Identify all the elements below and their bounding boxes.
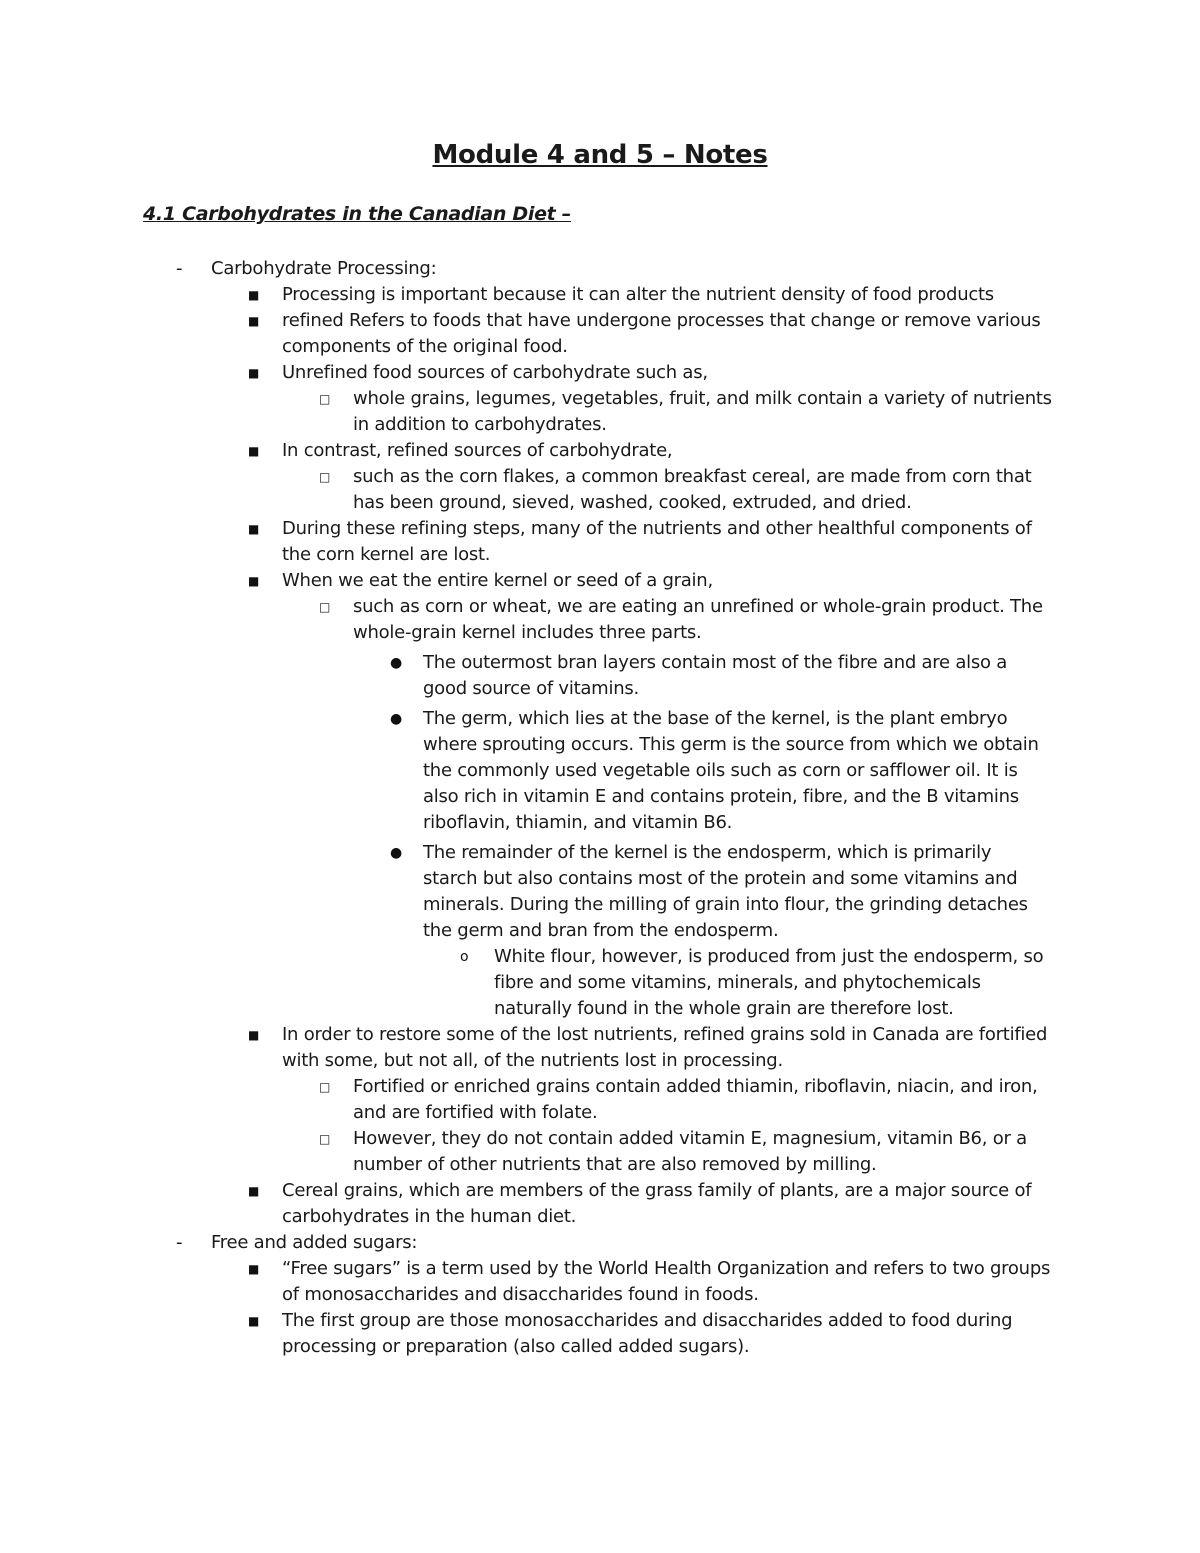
list-item — [0, 1178, 1052, 1230]
list-item — [0, 386, 1053, 438]
hollow-square-bullet-icon: □ — [319, 470, 331, 484]
list-item — [0, 650, 1051, 702]
list-item-text: Processing is important because it can alter the nutrient density of food products — [282, 284, 994, 305]
hollow-square-bullet-icon: □ — [319, 392, 331, 406]
list-item-text: The outermost bran layers contain most of the fibre and are also a good source of vitamins. — [423, 652, 1008, 699]
list-item — [0, 282, 1052, 308]
square-bullet-icon: ■ — [248, 1028, 260, 1042]
hollow-square-bullet-icon: □ — [319, 1080, 331, 1094]
page-title: Module 4 and 5 – Notes — [432, 140, 768, 170]
hollow-square-bullet-icon: □ — [319, 1132, 331, 1146]
list-item — [0, 308, 1052, 360]
list-item — [0, 516, 1052, 568]
square-bullet-icon: ■ — [248, 288, 260, 302]
list-item-text: The first group are those monosaccharides and disaccharides added to food during processing or preparation (also called added sugars). — [282, 1310, 1013, 1357]
list-item-text: such as the corn flakes, a common breakfast cereal, are made from corn that has been ground, sieved, washed, cooked, extruded, and dried. — [353, 466, 1032, 513]
list-item-text: The germ, which lies at the base of the kernel, is the plant embryo where sprouting occurs. This germ is the source from which we obtain the commonly used vegetable oils such as corn or safflower oil. It is also rich in vitamin E and contains protein, fibre, and the B vitamins riboflavin, thiamin, and vitamin B6. — [423, 708, 1039, 833]
list-item — [0, 438, 1052, 464]
square-bullet-icon: ■ — [248, 314, 260, 328]
dash-bullet: - — [176, 1232, 183, 1253]
list-item — [0, 464, 1053, 516]
section-heading: 4.1 Carbohydrates in the Canadian Diet – — [143, 203, 571, 225]
list-item-free-sugars — [0, 1230, 1071, 1256]
list-item-text: such as corn or wheat, we are eating an unrefined or whole-grain product. The whole-grain kernel includes three parts. — [353, 596, 1043, 643]
list-item — [0, 1256, 1052, 1308]
list-item — [0, 840, 1051, 944]
list-item-text: The remainder of the kernel is the endosperm, which is primarily starch but also contains most of the protein and some vitamins and minerals. During the milling of grain into flour, the grinding detaches the germ and bran from the endosperm. — [423, 842, 1028, 941]
dot-bullet-icon: ● — [390, 655, 402, 671]
list-item — [0, 1022, 1052, 1074]
list-item-text: In contrast, refined sources of carbohydrate, — [282, 440, 673, 461]
notes-list — [0, 256, 1071, 1360]
square-bullet-icon: ■ — [248, 1314, 260, 1328]
list-item-text: “Free sugars” is a term used by the World Health Organization and refers to two groups of monosaccharides and disaccharides found in foods. — [282, 1258, 1051, 1305]
square-bullet-icon: ■ — [248, 1184, 260, 1198]
list-heading: Carbohydrate Processing: — [211, 258, 437, 279]
list-item-text: Unrefined food sources of carbohydrate such as, — [282, 362, 708, 383]
square-bullet-icon: ■ — [248, 444, 260, 458]
list-item-text: In order to restore some of the lost nutrients, refined grains sold in Canada are fortified with some, but not all, of the nutrients lost in processing. — [282, 1024, 1048, 1071]
list-item-text: refined Refers to foods that have undergone processes that change or remove various components of the original food. — [282, 310, 1041, 357]
list-item — [0, 1126, 1053, 1178]
square-bullet-icon: ■ — [248, 574, 260, 588]
square-bullet-icon: ■ — [248, 366, 260, 380]
list-item-text: Cereal grains, which are members of the grass family of plants, are a major source of carbohydrates in the human diet. — [282, 1180, 1032, 1227]
list-heading: Free and added sugars: — [211, 1232, 418, 1253]
dash-bullet: - — [176, 258, 183, 279]
list-item-text: However, they do not contain added vitamin E, magnesium, vitamin B6, or a number of other nutrients that are also removed by milling. — [353, 1128, 1027, 1175]
dot-bullet-icon: ● — [390, 711, 402, 727]
list-item — [0, 360, 1052, 386]
dot-bullet-icon: ● — [390, 845, 402, 861]
list-item-text: White flour, however, is produced from just the endosperm, so fibre and some vitamins, minerals, and phytochemicals naturally found in the whole grain are therefore lost. — [494, 946, 1044, 1019]
hollow-square-bullet-icon: □ — [319, 600, 331, 614]
list-item — [0, 944, 1054, 1022]
list-item-text: When we eat the entire kernel or seed of a grain, — [282, 570, 713, 591]
list-item-text: Fortified or enriched grains contain added thiamin, riboflavin, niacin, and iron, and are fortified with folate. — [353, 1076, 1038, 1123]
list-item-text: During these refining steps, many of the nutrients and other healthful components of the corn kernel are lost. — [282, 518, 1032, 565]
list-item — [0, 706, 1051, 836]
square-bullet-icon: ■ — [248, 1262, 260, 1276]
list-item-carb-processing — [0, 256, 1071, 282]
list-item — [0, 568, 1052, 594]
circle-bullet-icon: o — [460, 949, 469, 965]
list-item-text: whole grains, legumes, vegetables, fruit, and milk contain a variety of nutrients in addition to carbohydrates. — [353, 388, 1052, 435]
list-item — [0, 1308, 1052, 1360]
list-item — [0, 1074, 1053, 1126]
square-bullet-icon: ■ — [248, 522, 260, 536]
list-item — [0, 594, 1053, 646]
